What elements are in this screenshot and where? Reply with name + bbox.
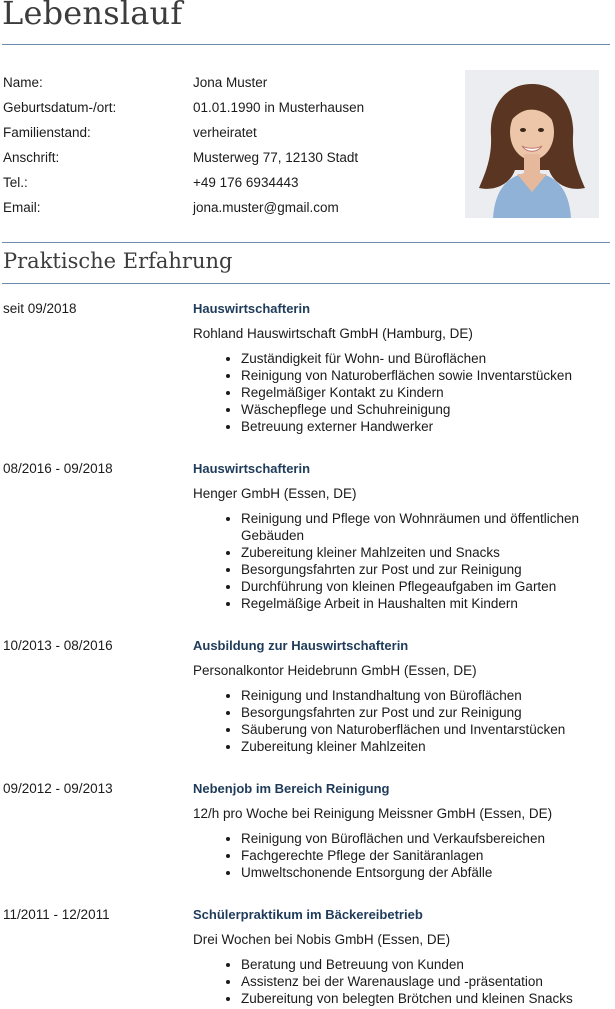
entry-date: 11/2011 - 12/2011 xyxy=(3,907,110,922)
task-item: • Betreuung externer Handwerker xyxy=(241,418,598,435)
task-list xyxy=(193,510,598,612)
task-item: • Durchführung von kleinen Pflegeaufgaben im Garten xyxy=(241,578,598,595)
entry-date: seit 09/2018 xyxy=(3,301,77,316)
info-row-marital xyxy=(3,120,453,145)
info-value: verheiratet xyxy=(193,125,257,140)
entry-company: Personalkontor Heidebrunn GmbH (Essen, DE) xyxy=(193,663,477,678)
info-row-name xyxy=(3,70,453,95)
task-item: • Umweltschonende Entsorgung der Abfälle xyxy=(241,864,598,881)
task-item: • Beratung und Betreuung von Kunden xyxy=(241,956,598,973)
info-label: Email: xyxy=(3,200,41,215)
entry-company: Henger GmbH (Essen, DE) xyxy=(193,486,357,501)
task-item: • Zuständigkeit für Wohn- und Büroflächen xyxy=(241,350,598,367)
info-value: jona.muster@gmail.com xyxy=(193,200,339,215)
task-item: • Säuberung von Naturoberflächen und Inventarstücken xyxy=(241,721,598,738)
task-item: • Assistenz bei der Warenauslage und -präsentation xyxy=(241,973,598,990)
task-item: • Reinigung von Naturoberflächen sowie Inventarstücken xyxy=(241,367,598,384)
entry-date: 09/2012 - 09/2013 xyxy=(3,781,113,796)
entry-role: Schülerpraktikum im Bäckereibetrieb xyxy=(193,907,423,922)
entry-company: Rohland Hauswirtschaft GmbH (Hamburg, DE) xyxy=(193,326,473,341)
info-label: Name: xyxy=(3,75,43,90)
entry-company: 12/h pro Woche bei Reinigung Meissner GmbH (Essen, DE) xyxy=(193,806,553,821)
page-title: Lebenslauf xyxy=(2,0,183,32)
task-item: • Reinigung und Instandhaltung von Büroflächen xyxy=(241,687,598,704)
task-list xyxy=(193,956,598,1007)
task-item: • Wäschepflege und Schuhreinigung xyxy=(241,401,598,418)
info-label: Geburtsdatum-/ort: xyxy=(3,100,117,115)
info-label: Tel.: xyxy=(3,175,28,190)
info-row-phone xyxy=(3,170,453,195)
section-title: Praktische Erfahrung xyxy=(3,249,233,273)
info-value: 01.01.1990 in Musterhausen xyxy=(193,100,365,115)
task-item: • Regelmäßige Arbeit in Haushalten mit Kindern xyxy=(241,595,598,612)
info-value: Jona Muster xyxy=(193,75,268,90)
title-divider xyxy=(2,44,610,45)
task-item: • Besorgungsfahrten zur Post und zur Reinigung xyxy=(241,704,598,721)
profile-photo xyxy=(465,70,599,218)
task-list xyxy=(193,350,598,435)
task-item: • Zubereitung kleiner Mahlzeiten und Snacks xyxy=(241,544,598,561)
task-item: • Regelmäßiger Kontakt zu Kindern xyxy=(241,384,598,401)
task-item: • Reinigung von Büroflächen und Verkaufsbereichen xyxy=(241,830,598,847)
section-divider-bottom xyxy=(2,283,610,284)
entry-role: Hauswirtschafterin xyxy=(193,461,311,476)
info-row-address xyxy=(3,145,453,170)
task-list xyxy=(193,687,598,755)
info-row-birth xyxy=(3,95,453,120)
entry-date: 08/2016 - 09/2018 xyxy=(3,461,113,476)
task-item: • Besorgungsfahrten zur Post und zur Reinigung xyxy=(241,561,598,578)
task-item: • Zubereitung kleiner Mahlzeiten xyxy=(241,738,598,755)
info-value: Musterweg 77, 12130 Stadt xyxy=(193,150,359,165)
info-label: Familienstand: xyxy=(3,125,91,140)
section-divider-top xyxy=(2,242,610,243)
entry-role: Ausbildung zur Hauswirtschafterin xyxy=(193,638,409,653)
entry-role: Hauswirtschafterin xyxy=(193,301,311,316)
info-value: +49 176 6934443 xyxy=(193,175,299,190)
entry-company: Drei Wochen bei Nobis GmbH (Essen, DE) xyxy=(193,932,451,947)
entry-role: Nebenjob im Bereich Reinigung xyxy=(193,781,390,796)
task-item: • Fachgerechte Pflege der Sanitäranlagen xyxy=(241,847,598,864)
task-list xyxy=(193,830,598,881)
task-item: • Zubereitung von belegten Brötchen und kleinen Snacks xyxy=(241,990,598,1007)
info-row-email xyxy=(3,195,453,220)
task-item: • Reinigung und Pflege von Wohnräumen und öffentlichen Gebäuden xyxy=(241,510,598,544)
entry-date: 10/2013 - 08/2016 xyxy=(3,638,113,653)
portrait-illustration xyxy=(465,70,599,218)
info-label: Anschrift: xyxy=(3,150,60,165)
